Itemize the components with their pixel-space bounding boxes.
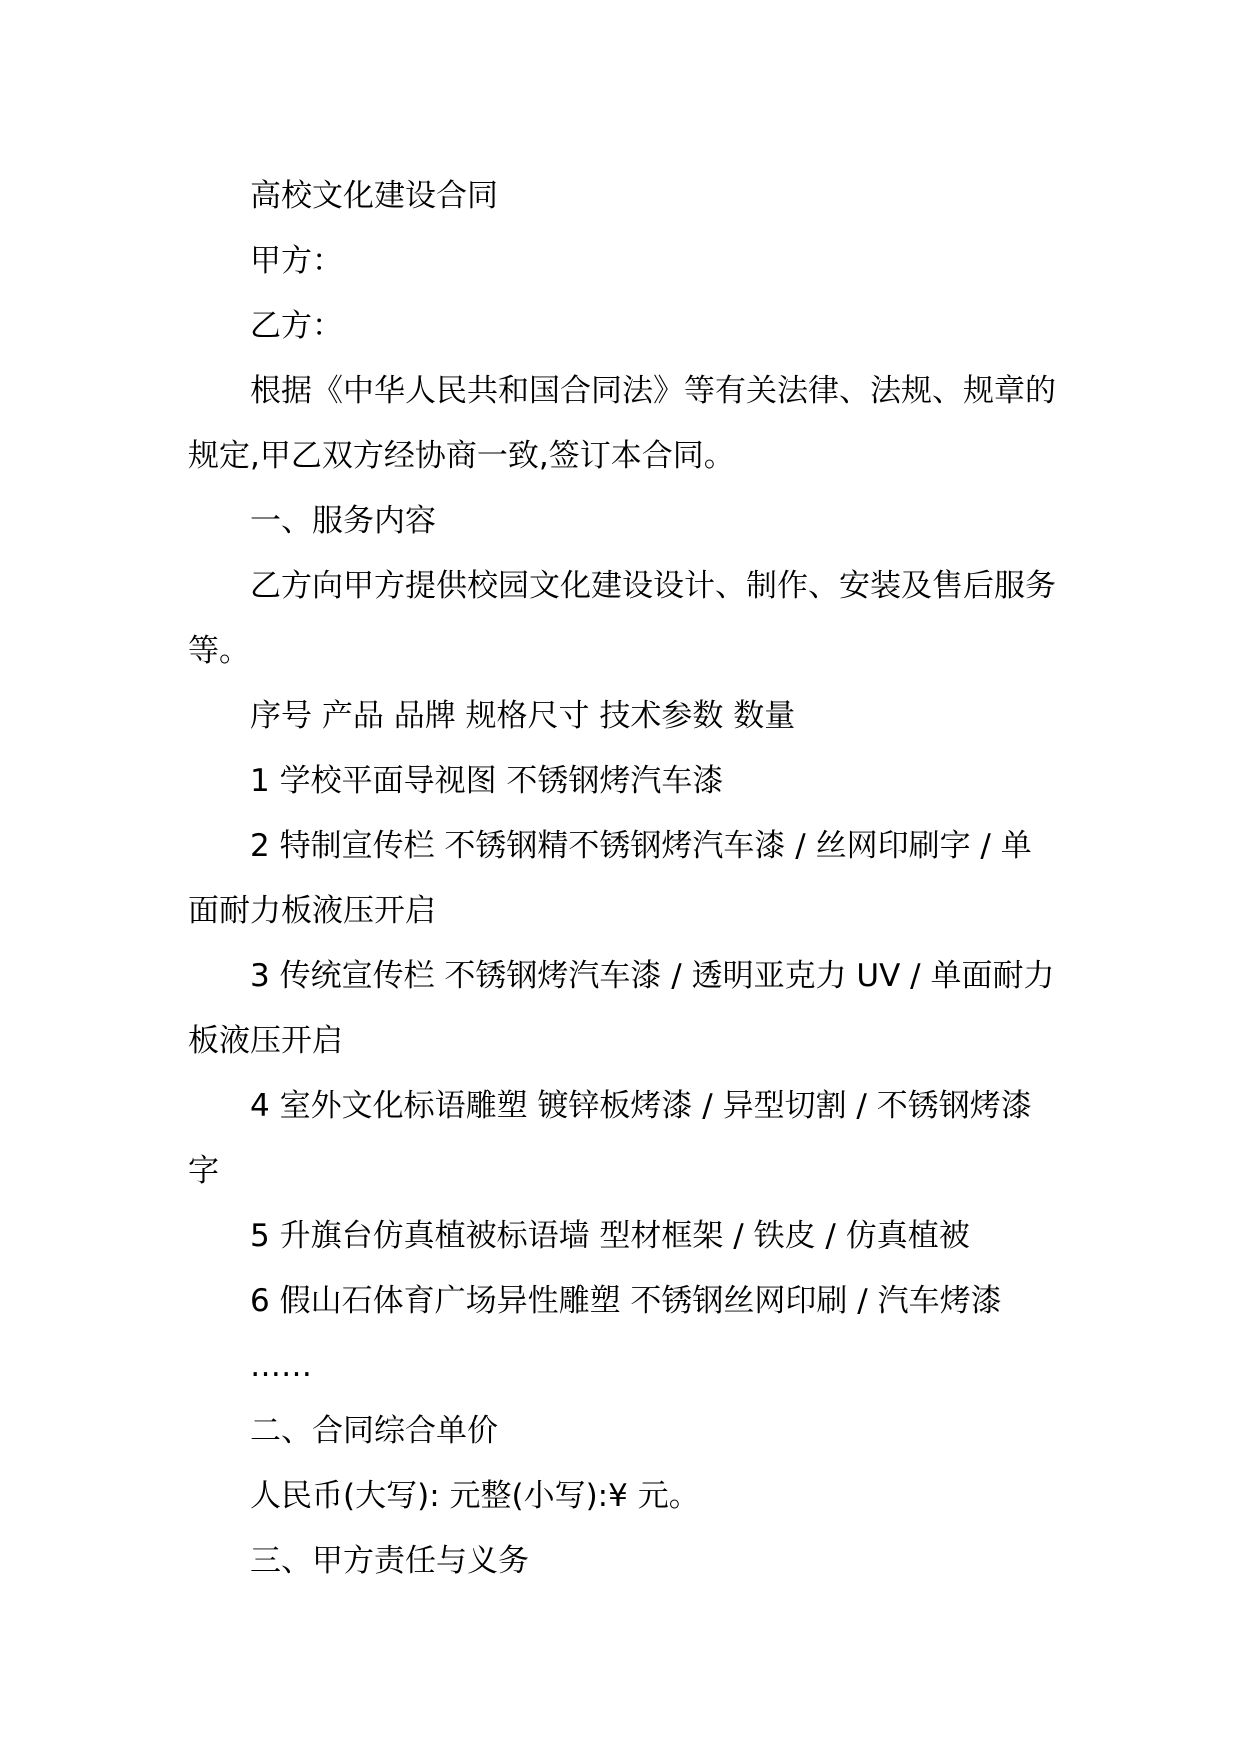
item-table-header: 序号 产品 品牌 规格尺寸 技术参数 数量 [250, 698, 796, 734]
party-b-line: 乙方： [250, 308, 343, 344]
item-row: 6 假山石体育广场异性雕塑 不锈钢丝网印刷 / 汽车烤漆 [250, 1283, 1002, 1319]
intro-paragraph: 根据《中华人民共和国合同法》等有关法律、法规、规章的规定,甲乙双方经协商一致,签订本合同。 [188, 373, 1056, 474]
section-2-heading: 二、合同综合单价 [250, 1413, 498, 1449]
document-body [188, 164, 1058, 1594]
price-line: 人民币(大写): 元整(小写):¥ 元。 [250, 1478, 700, 1514]
item-row: 3 传统宣传栏 不锈钢烤汽车漆 / 透明亚克力 UV / 单面耐力板液压开启 [188, 958, 1055, 1059]
item-row: 4 室外文化标语雕塑 镀锌板烤漆 / 异型切割 / 不锈钢烤漆字 [188, 1088, 1032, 1189]
section-1-text: 乙方向甲方提供校园文化建设设计、制作、安装及售后服务等。 [188, 568, 1056, 669]
item-row: 5 升旗台仿真植被标语墙 型材框架 / 铁皮 / 仿真植被 [250, 1218, 970, 1254]
item-row: 1 学校平面导视图 不锈钢烤汽车漆 [250, 763, 724, 799]
party-a-line: 甲方： [250, 243, 343, 279]
section-3-heading: 三、甲方责任与义务 [250, 1543, 529, 1579]
section-1-heading: 一、服务内容 [250, 503, 436, 539]
ellipsis-line: …… [250, 1348, 312, 1384]
item-row: 2 特制宣传栏 不锈钢精不锈钢烤汽车漆 / 丝网印刷字 / 单面耐力板液压开启 [188, 828, 1032, 929]
document-title: 高校文化建设合同 [250, 178, 498, 214]
